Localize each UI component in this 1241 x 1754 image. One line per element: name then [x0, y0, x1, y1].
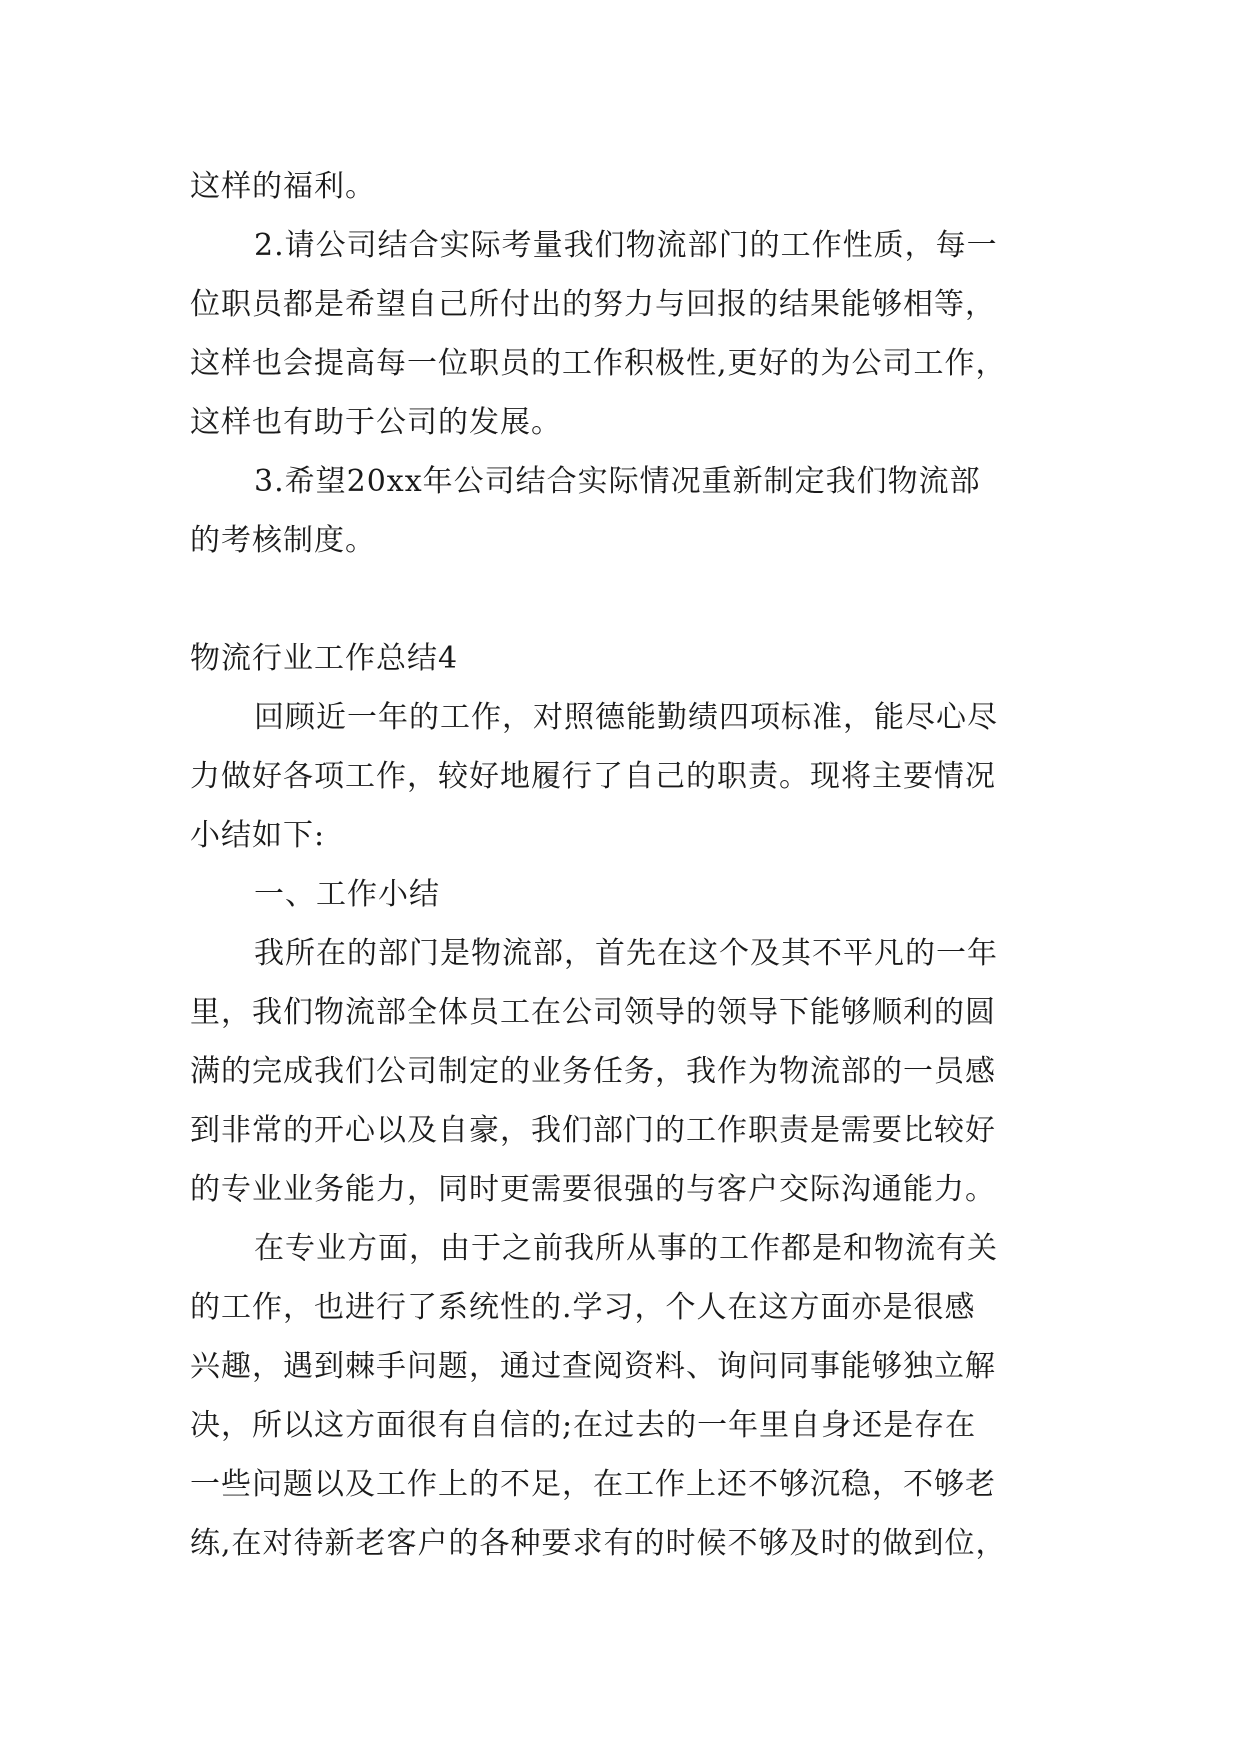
- text-line: 这样也有助于公司的发展。: [190, 405, 562, 440]
- paragraph-start: 我所在的部门是物流部，首先在这个及其不平凡的一年: [254, 936, 998, 971]
- text-line: 的考核制度。: [190, 523, 376, 558]
- section-title: 物流行业工作总结4: [190, 641, 459, 676]
- text-line: 的专业业务能力，同时更需要很强的与客户交际沟通能力。: [190, 1172, 996, 1207]
- text-line: 到非常的开心以及自豪，我们部门的工作职责是需要比较好: [190, 1113, 996, 1148]
- text-line: 这样也会提高每一位职员的工作积极性,更好的为公司工作，: [190, 346, 1007, 381]
- text-line: 练,在对待新老客户的各种要求有的时候不够及时的做到位，: [190, 1526, 1007, 1561]
- text-line: 这样的福利。: [190, 169, 376, 204]
- text-line: 里，我们物流部全体员工在公司领导的领导下能够顺利的圆: [190, 995, 996, 1030]
- text-line: 小结如下:: [190, 818, 326, 853]
- text-line: 一些问题以及工作上的不足，在工作上还不够沉稳，不够老: [190, 1467, 996, 1502]
- list-item-2: 2.请公司结合实际考量我们物流部门的工作性质，每一: [254, 228, 998, 263]
- paragraph-start: 回顾近一年的工作，对照德能勤绩四项标准，能尽心尽: [254, 700, 998, 735]
- text-line: 的工作，也进行了系统性的.学习，个人在这方面亦是很感: [190, 1290, 976, 1325]
- text-line: 兴趣，遇到棘手问题，通过查阅资料、询问同事能够独立解: [190, 1349, 996, 1384]
- text-line: 位职员都是希望自己所付出的努力与回报的结果能够相等，: [190, 287, 996, 322]
- list-item-3: 3.希望20xx年公司结合实际情况重新制定我们物流部: [254, 464, 981, 499]
- text-line: 力做好各项工作，较好地履行了自己的职责。现将主要情况: [190, 759, 996, 794]
- text-line: 决，所以这方面很有自信的;在过去的一年里自身还是存在: [190, 1408, 977, 1443]
- subheading: 一、工作小结: [254, 877, 440, 912]
- paragraph-gap: [190, 570, 1060, 629]
- document-body: [190, 157, 1060, 1573]
- text-line: 满的完成我们公司制定的业务任务，我作为物流部的一员感: [190, 1054, 996, 1089]
- paragraph-start: 在专业方面，由于之前我所从事的工作都是和物流有关: [254, 1231, 998, 1266]
